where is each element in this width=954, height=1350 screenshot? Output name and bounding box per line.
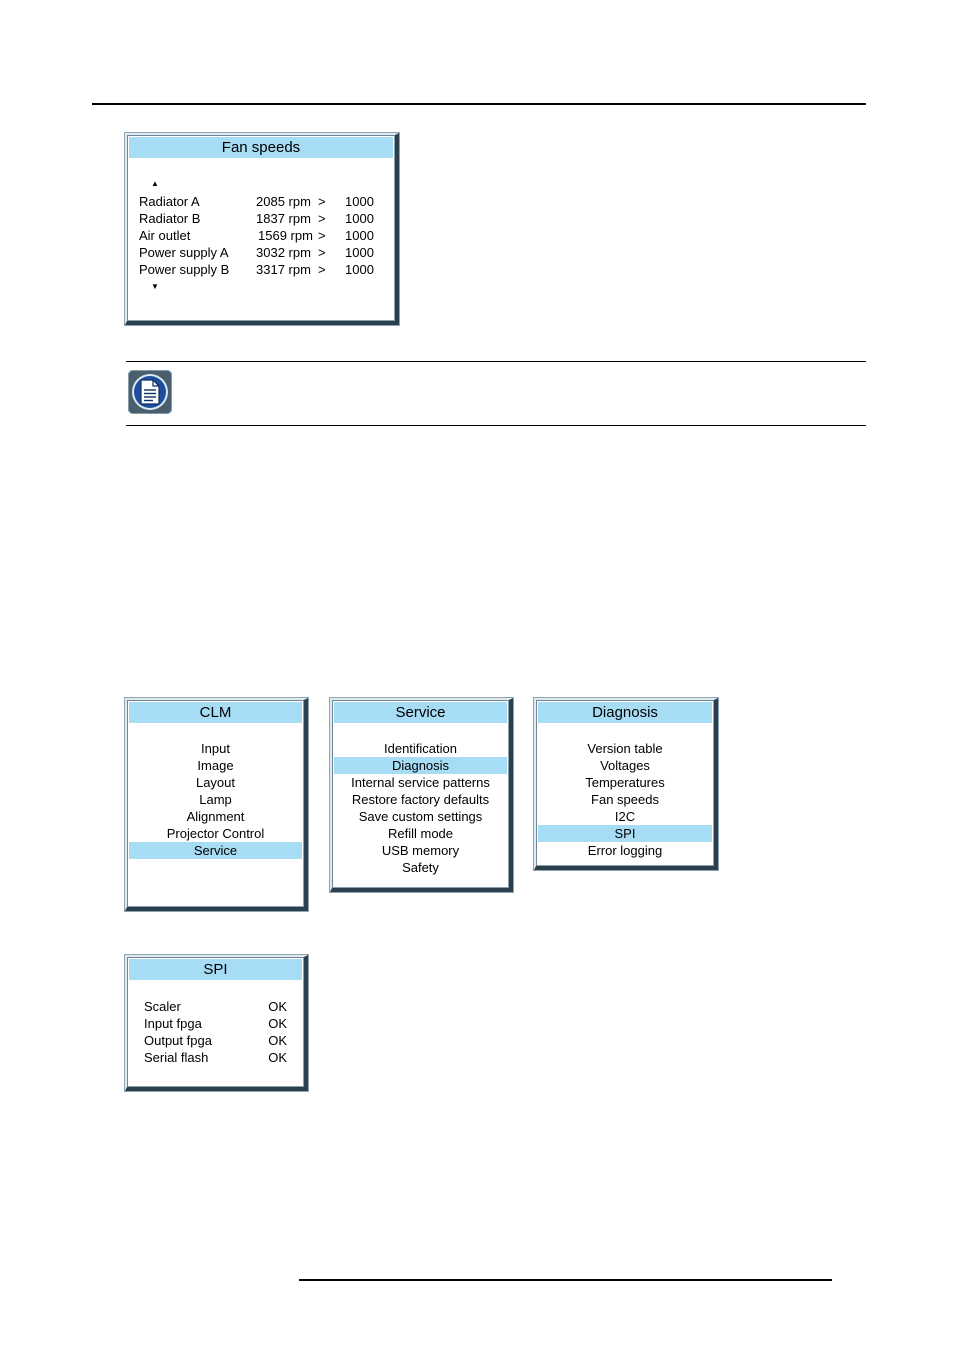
spi-row: [144, 1015, 287, 1032]
menu-item-voltages[interactable]: Voltages: [600, 758, 650, 773]
fan-sep: >: [318, 228, 326, 243]
clm-title: CLM: [129, 702, 302, 723]
fan-speeds-window: [125, 133, 399, 325]
clm-menu: [125, 698, 308, 911]
fan-name: Power supply A: [139, 245, 229, 260]
spi-window: [125, 955, 308, 1091]
fan-target: 1000: [345, 262, 374, 277]
fan-row: [139, 210, 383, 227]
spi-name: Scaler: [144, 999, 181, 1014]
header-rule: [92, 103, 866, 105]
spi-name: Output fpga: [144, 1033, 212, 1048]
fan-target: 1000: [345, 228, 374, 243]
fan-row: [139, 193, 383, 210]
clm-list: [129, 740, 302, 859]
menu-item-identification[interactable]: Identification: [384, 741, 457, 756]
menu-item-version-table[interactable]: Version table: [587, 741, 663, 756]
menu-item-usb-memory[interactable]: USB memory: [381, 843, 460, 858]
spi-name: Serial flash: [144, 1050, 209, 1065]
fan-sep: >: [318, 194, 326, 209]
fan-name: Radiator A: [139, 194, 200, 209]
spi-row: [144, 998, 287, 1015]
spi-row: [144, 1032, 287, 1049]
menu-item-save-custom-settings[interactable]: Save custom settings: [358, 809, 483, 824]
menu-item-internal-service-patterns[interactable]: Internal service patterns: [351, 775, 490, 790]
spi-title: SPI: [129, 959, 302, 980]
menu-item-refill-mode[interactable]: Refill mode: [387, 826, 454, 841]
menu-item-lamp[interactable]: Lamp: [199, 792, 232, 807]
menu-item-safety[interactable]: Safety: [402, 860, 439, 875]
spi-row: [144, 1049, 287, 1066]
scroll-down-icon[interactable]: ▼: [151, 282, 159, 291]
fan-row: [139, 261, 383, 278]
diagnosis-list: [538, 740, 712, 859]
service-title: Service: [334, 702, 507, 723]
fan-row: [139, 244, 383, 261]
document-icon: [139, 379, 161, 405]
menu-item-spi[interactable]: SPI: [538, 825, 712, 842]
fan-sep: >: [318, 262, 326, 277]
spi-status: OK: [268, 999, 287, 1014]
menu-item-error-logging[interactable]: Error logging: [587, 843, 663, 858]
fan-sep: >: [318, 245, 326, 260]
spi-status: OK: [268, 1050, 287, 1065]
scroll-up-icon[interactable]: ▲: [151, 179, 159, 188]
fan-rpm: 1837 rpm: [256, 211, 311, 226]
menu-item-diagnosis[interactable]: Diagnosis: [334, 757, 507, 774]
spi-status: OK: [268, 1033, 287, 1048]
note-icon: [128, 370, 172, 414]
service-menu: [330, 698, 513, 892]
fan-target: 1000: [345, 194, 374, 209]
menu-item-image[interactable]: Image: [197, 758, 234, 773]
spi-status: OK: [268, 1016, 287, 1031]
fan-row: [139, 227, 383, 244]
menu-item-restore-factory-defaults[interactable]: Restore factory defaults: [351, 792, 490, 807]
menu-item-temperatures[interactable]: Temperatures: [585, 775, 665, 790]
diagnosis-title: Diagnosis: [538, 702, 712, 723]
fan-name: Power supply B: [139, 262, 230, 277]
fan-target: 1000: [345, 245, 374, 260]
fan-speeds-title: Fan speeds: [129, 137, 393, 158]
fan-sep: >: [318, 211, 326, 226]
menu-item-fan-speeds[interactable]: Fan speeds: [591, 792, 659, 807]
fan-rpm: 3032 rpm: [256, 245, 311, 260]
menu-item-input[interactable]: Input: [201, 741, 230, 756]
menu-item-service[interactable]: Service: [129, 842, 302, 859]
fan-rpm: 3317 rpm: [256, 262, 311, 277]
menu-item-i2c[interactable]: I2C: [614, 809, 636, 824]
fan-rpm: 1569 rpm: [258, 228, 313, 243]
fan-target: 1000: [345, 211, 374, 226]
fan-name: Air outlet: [139, 228, 191, 243]
fan-name: Radiator B: [139, 211, 201, 226]
note-top-rule: [126, 361, 866, 362]
menu-item-layout[interactable]: Layout: [195, 775, 236, 790]
diagnosis-menu: [534, 698, 718, 870]
footer-rule: [299, 1279, 832, 1281]
spi-name: Input fpga: [144, 1016, 202, 1031]
service-list: [334, 740, 507, 876]
fan-rpm: 2085 rpm: [256, 194, 311, 209]
note-bottom-rule: [126, 425, 866, 426]
menu-item-alignment[interactable]: Alignment: [186, 809, 245, 824]
menu-item-projector-control[interactable]: Projector Control: [166, 826, 265, 841]
